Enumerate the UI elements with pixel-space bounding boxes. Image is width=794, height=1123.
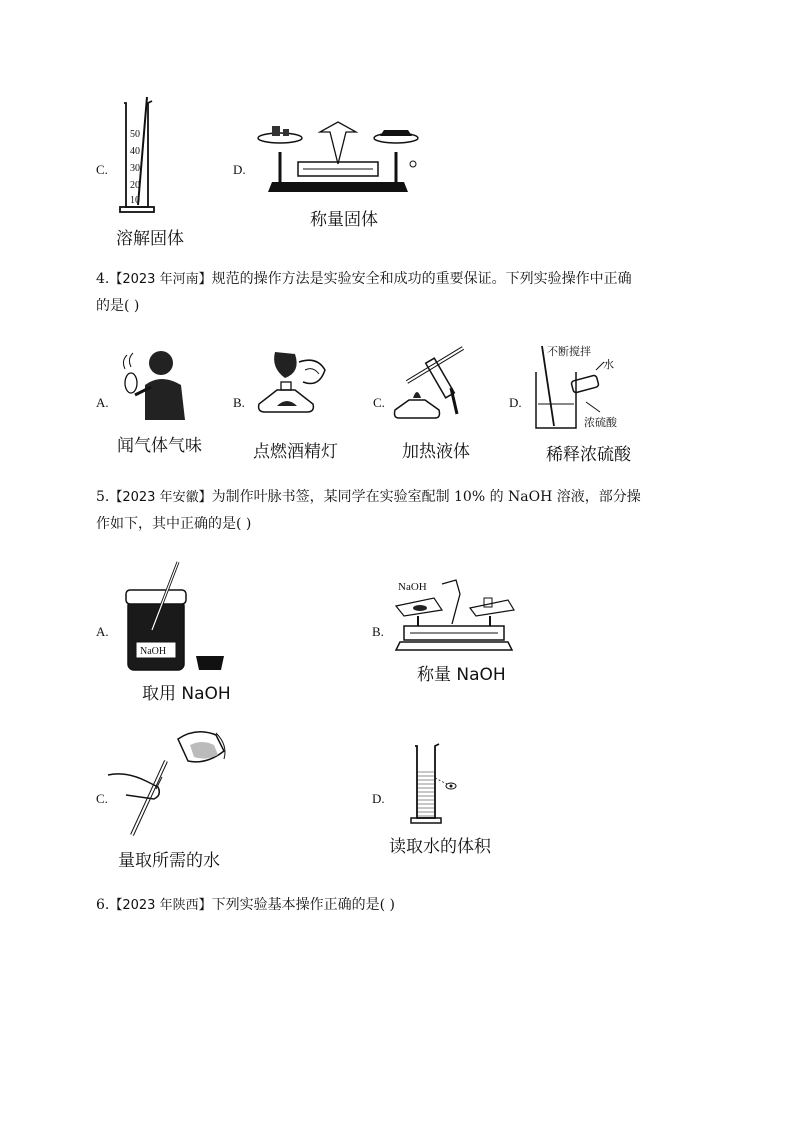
question-6-number: 6. <box>96 897 110 913</box>
smell-gas-image <box>115 345 190 420</box>
question-4-line2: 的是( ) <box>96 298 140 314</box>
q5-option-c-letter: C. <box>96 791 108 806</box>
question-5-text <box>96 484 736 537</box>
measure-water-image <box>106 725 231 840</box>
paper-label: NaOH <box>398 581 427 593</box>
label-stir: 不断搅拌 <box>547 345 591 358</box>
scale-30: 30 <box>130 163 140 174</box>
q4-option-a-letter: A. <box>96 395 109 410</box>
question-4-number: 4. <box>96 271 110 287</box>
jar-label: NaOH <box>140 646 167 657</box>
q4-option-d-caption: 稀释浓硫酸 <box>546 445 631 465</box>
q5-option-a-caption: 取用 NaOH <box>142 684 231 704</box>
take-naoh-image <box>122 560 232 675</box>
q5-option-b-letter: B. <box>372 624 384 639</box>
option-d-caption: 称量固体 <box>310 210 378 230</box>
label-concentrated-acid: 浓硫酸 <box>584 416 617 429</box>
scale-50: 50 <box>130 129 140 140</box>
q4-option-b-letter: B. <box>233 395 245 410</box>
question-5-line2: 作如下，其中正确的是( ) <box>96 516 252 532</box>
question-4-line1: 规范的操作方法是实验安全和成功的重要保证。下列实验操作中正确 <box>211 271 632 287</box>
q5-option-d-caption: 读取水的体积 <box>389 837 491 857</box>
graduated-cylinder-stirring-image <box>118 95 158 220</box>
question-5-number: 5. <box>96 489 110 505</box>
option-c-caption: 溶解固体 <box>116 229 184 249</box>
q5-option-b-caption: 称量 NaOH <box>417 665 506 685</box>
scale-10: 10 <box>130 195 140 206</box>
question-6-text <box>96 892 736 919</box>
question-5-line1: 为制作叶脉书签，某同学在实验室配制 10% 的 NaOH 溶液，部分操 <box>211 489 641 505</box>
q4-option-b-caption: 点燃酒精灯 <box>253 442 338 462</box>
q4-option-d-letter: D. <box>509 395 522 410</box>
heat-liquid-image <box>385 338 475 428</box>
label-water: 水 <box>603 358 614 371</box>
scale-20: 20 <box>130 180 140 191</box>
question-6-tag: 【2023 年陕西】 <box>109 898 212 913</box>
question-5-tag: 【2023 年安徽】 <box>109 490 212 505</box>
question-6-line1: 下列实验基本操作正确的是( ) <box>211 897 395 913</box>
option-d-letter: D. <box>233 162 246 177</box>
scale-40: 40 <box>130 146 140 157</box>
light-alcohol-lamp-image <box>245 342 335 432</box>
q5-option-d-letter: D. <box>372 791 385 806</box>
read-water-volume-image <box>405 742 475 827</box>
q4-option-a-caption: 闻气体气味 <box>117 436 202 456</box>
q4-option-c-letter: C. <box>373 395 385 410</box>
q5-option-c-caption: 量取所需的水 <box>118 851 220 871</box>
balance-weighing-solid-image <box>258 112 418 202</box>
question-4-tag: 【2023 年河南】 <box>109 272 212 287</box>
option-c-letter: C. <box>96 162 108 177</box>
question-4-text <box>96 266 736 319</box>
q5-option-a-letter: A. <box>96 624 109 639</box>
q4-option-c-caption: 加热液体 <box>402 442 470 462</box>
weigh-naoh-image <box>392 576 517 656</box>
